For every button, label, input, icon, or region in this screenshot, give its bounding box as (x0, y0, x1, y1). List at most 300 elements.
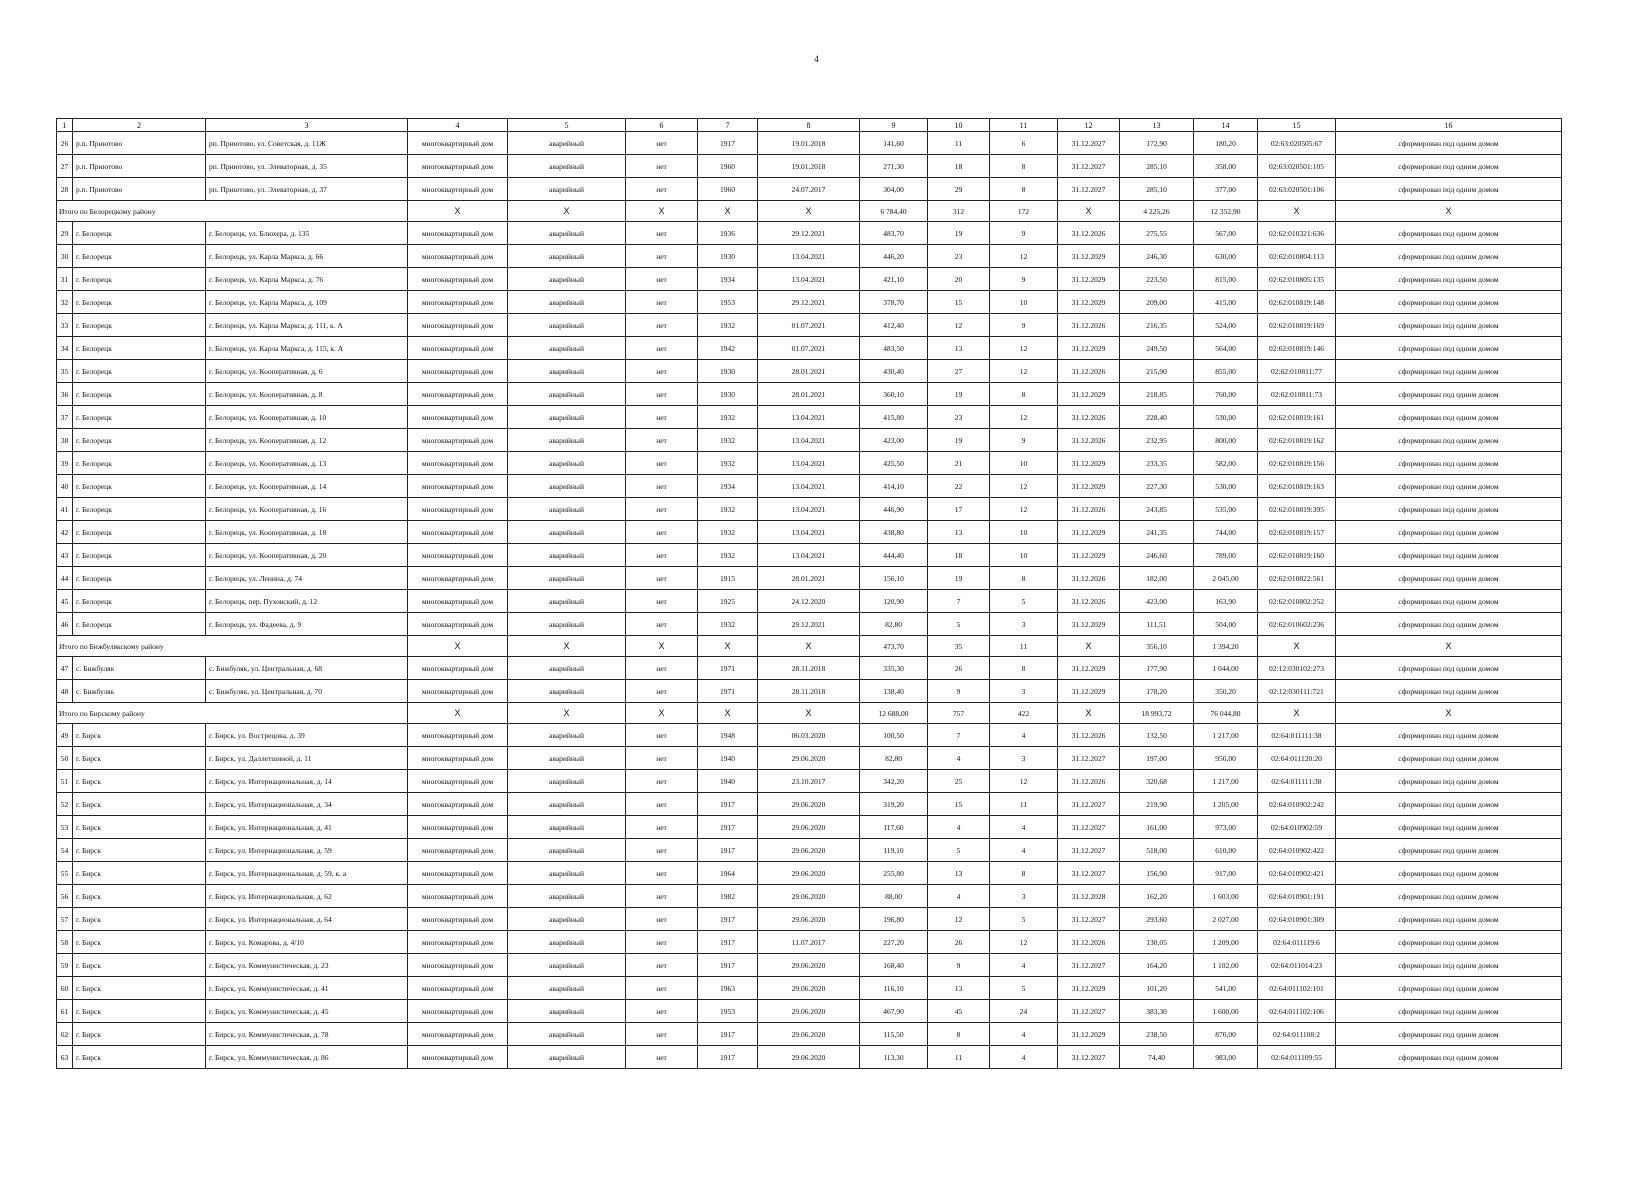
reconstruction-cell: нет (626, 245, 698, 268)
units-cell: 12 (990, 498, 1058, 521)
settlement-cell: р.п. Приютово (73, 155, 206, 178)
column-number: 13 (1120, 119, 1194, 132)
subtotal-cell: 757 (928, 703, 990, 724)
residents-cell: 9 (928, 954, 990, 977)
year-built-cell: 1930 (698, 245, 758, 268)
address-cell: г. Белорецк, ул. Блюхера, д. 135 (206, 222, 408, 245)
year-built-cell: 1917 (698, 954, 758, 977)
condition-cell: аварийный (508, 747, 626, 770)
reconstruction-cell: нет (626, 222, 698, 245)
cadastral-number-cell: 02:62:010802:252 (1258, 590, 1336, 613)
year-built-cell: 1917 (698, 1023, 758, 1046)
settlement-cell: г. Белорецк (73, 360, 206, 383)
recognition-date-cell: 29.12.2021 (758, 613, 860, 636)
table-row (57, 613, 1562, 636)
residents-cell: 26 (928, 657, 990, 680)
reconstruction-cell: нет (626, 178, 698, 201)
reconstruction-cell: нет (626, 429, 698, 452)
area-cell: 88,00 (860, 885, 928, 908)
cadastral-number-cell: 02:62:010819:157 (1258, 521, 1336, 544)
house-type-cell: многоквартирный дом (408, 1046, 508, 1069)
area-cell: 100,50 (860, 724, 928, 747)
value-b-cell: 524,00 (1194, 314, 1258, 337)
row-number-cell: 52 (57, 793, 73, 816)
house-type-cell: многоквартирный дом (408, 291, 508, 314)
condition-cell: аварийный (508, 793, 626, 816)
subtotal-cell: X (408, 636, 508, 657)
subtotal-cell: X (1258, 201, 1336, 222)
row-number-cell: 32 (57, 291, 73, 314)
residents-cell: 29 (928, 178, 990, 201)
land-plot-status-cell: сформирован под одним домом (1336, 931, 1562, 954)
address-cell: г. Белорецк, ул. Карла Маркса, д. 109 (206, 291, 408, 314)
cadastral-number-cell: 02:62:010819:148 (1258, 291, 1336, 314)
settlement-cell: г. Белорецк (73, 429, 206, 452)
recognition-date-cell: 29.06.2020 (758, 977, 860, 1000)
address-cell: г. Бирск, ул. Интернациональная, д. 41 (206, 816, 408, 839)
reconstruction-cell: нет (626, 724, 698, 747)
value-a-cell: 232,95 (1120, 429, 1194, 452)
residents-cell: 5 (928, 839, 990, 862)
value-b-cell: 504,00 (1194, 613, 1258, 636)
column-number: 3 (206, 119, 408, 132)
table-row (57, 406, 1562, 429)
cadastral-number-cell: 02:64:011108:2 (1258, 1023, 1336, 1046)
subtotal-cell: X (698, 703, 758, 724)
value-b-cell: 2 045,00 (1194, 567, 1258, 590)
settlement-cell: г. Белорецк (73, 498, 206, 521)
address-cell: г. Белорецк, ул. Кооперативная, д. 16 (206, 498, 408, 521)
land-plot-status-cell: сформирован под одним домом (1336, 816, 1562, 839)
reconstruction-cell: нет (626, 475, 698, 498)
house-type-cell: многоквартирный дом (408, 977, 508, 1000)
house-type-cell: многоквартирный дом (408, 954, 508, 977)
table-row (57, 360, 1562, 383)
value-b-cell: 1 044,00 (1194, 657, 1258, 680)
year-built-cell: 1932 (698, 314, 758, 337)
condition-cell: аварийный (508, 155, 626, 178)
address-cell: г. Бирск, ул. Коммунистическая, д. 41 (206, 977, 408, 1000)
cadastral-number-cell: 02:64:011014:23 (1258, 954, 1336, 977)
value-b-cell: 855,00 (1194, 360, 1258, 383)
address-cell: г. Бирск, ул. Интернациональная, д. 64 (206, 908, 408, 931)
house-type-cell: многоквартирный дом (408, 498, 508, 521)
resettlement-deadline-cell: 31.12.2029 (1058, 291, 1120, 314)
settlement-cell: с. Бижбуляк (73, 657, 206, 680)
area-cell: 335,30 (860, 657, 928, 680)
value-a-cell: 156,90 (1120, 862, 1194, 885)
condition-cell: аварийный (508, 268, 626, 291)
house-type-cell: многоквартирный дом (408, 383, 508, 406)
address-cell: г. Белорецк, ул. Фадеева, д. 9 (206, 613, 408, 636)
column-number: 10 (928, 119, 990, 132)
resettlement-deadline-cell: 31.12.2026 (1058, 770, 1120, 793)
cadastral-number-cell: 02:64:010902:242 (1258, 793, 1336, 816)
reconstruction-cell: нет (626, 977, 698, 1000)
house-type-cell: многоквартирный дом (408, 521, 508, 544)
units-cell: 10 (990, 452, 1058, 475)
value-a-cell: 215,90 (1120, 360, 1194, 383)
subtotal-cell: X (1258, 636, 1336, 657)
address-cell: г. Бирск, ул. Комарова, д. 4/10 (206, 931, 408, 954)
value-a-cell: 246,60 (1120, 544, 1194, 567)
recognition-date-cell: 29.06.2020 (758, 908, 860, 931)
cadastral-number-cell: 02:64:011119:6 (1258, 931, 1336, 954)
subtotal-cell: 18 993,72 (1120, 703, 1194, 724)
cadastral-number-cell: 02:62:010804:113 (1258, 245, 1336, 268)
house-type-cell: многоквартирный дом (408, 613, 508, 636)
row-number-cell: 38 (57, 429, 73, 452)
settlement-cell: г. Белорецк (73, 291, 206, 314)
column-number: 4 (408, 119, 508, 132)
address-cell: г. Белорецк, ул. Карла Маркса, д. 115, к. А (206, 337, 408, 360)
address-cell: г. Бирск, ул. Коммунистическая, д. 45 (206, 1000, 408, 1023)
cadastral-number-cell: 02:62:010805:135 (1258, 268, 1336, 291)
year-built-cell: 1948 (698, 724, 758, 747)
row-number-cell: 40 (57, 475, 73, 498)
land-plot-status-cell: сформирован под одним домом (1336, 383, 1562, 406)
units-cell: 4 (990, 724, 1058, 747)
settlement-cell: г. Бирск (73, 954, 206, 977)
condition-cell: аварийный (508, 314, 626, 337)
resettlement-deadline-cell: 31.12.2029 (1058, 680, 1120, 703)
year-built-cell: 1917 (698, 132, 758, 155)
value-b-cell: 377,00 (1194, 178, 1258, 201)
row-number-cell: 39 (57, 452, 73, 475)
condition-cell: аварийный (508, 657, 626, 680)
house-type-cell: многоквартирный дом (408, 314, 508, 337)
year-built-cell: 1982 (698, 885, 758, 908)
value-b-cell: 358,00 (1194, 155, 1258, 178)
column-number: 1 (57, 119, 73, 132)
recognition-date-cell: 13.04.2021 (758, 475, 860, 498)
row-number-cell: 26 (57, 132, 73, 155)
address-cell: г. Белорецк, ул. Кооперативная, д. 12 (206, 429, 408, 452)
condition-cell: аварийный (508, 931, 626, 954)
reconstruction-cell: нет (626, 1023, 698, 1046)
year-built-cell: 1942 (698, 337, 758, 360)
settlement-cell: г. Бирск (73, 931, 206, 954)
house-type-cell: многоквартирный дом (408, 337, 508, 360)
row-number-cell: 35 (57, 360, 73, 383)
resettlement-deadline-cell: 31.12.2027 (1058, 1000, 1120, 1023)
row-number-cell: 54 (57, 839, 73, 862)
subtotal-cell: X (508, 703, 626, 724)
land-plot-status-cell: сформирован под одним домом (1336, 1023, 1562, 1046)
recognition-date-cell: 13.04.2021 (758, 452, 860, 475)
reconstruction-cell: нет (626, 680, 698, 703)
house-type-cell: многоквартирный дом (408, 793, 508, 816)
row-number-cell: 48 (57, 680, 73, 703)
resettlement-deadline-cell: 31.12.2029 (1058, 613, 1120, 636)
settlement-cell: г. Бирск (73, 793, 206, 816)
table-row (57, 747, 1562, 770)
resettlement-deadline-cell: 31.12.2029 (1058, 337, 1120, 360)
row-number-cell: 46 (57, 613, 73, 636)
resettlement-deadline-cell: 31.12.2027 (1058, 178, 1120, 201)
settlement-cell: г. Бирск (73, 724, 206, 747)
recognition-date-cell: 28.11.2018 (758, 657, 860, 680)
residents-cell: 15 (928, 793, 990, 816)
area-cell: 141,60 (860, 132, 928, 155)
column-number: 12 (1058, 119, 1120, 132)
value-b-cell: 535,00 (1194, 498, 1258, 521)
subtotal-cell: X (1336, 636, 1562, 657)
resettlement-deadline-cell: 31.12.2029 (1058, 245, 1120, 268)
units-cell: 9 (990, 268, 1058, 291)
row-number-cell: 56 (57, 885, 73, 908)
reconstruction-cell: нет (626, 1046, 698, 1069)
address-cell: г. Белорецк, ул. Кооперативная, д. 20 (206, 544, 408, 567)
residents-cell: 9 (928, 680, 990, 703)
value-b-cell: 917,00 (1194, 862, 1258, 885)
address-cell: г. Бирск, ул. Интернациональная, д. 34 (206, 793, 408, 816)
cadastral-number-cell: 02:62:010819:162 (1258, 429, 1336, 452)
subtotal-cell: 12 352,90 (1194, 201, 1258, 222)
table-row (57, 544, 1562, 567)
subtotal-cell: X (1336, 201, 1562, 222)
land-plot-status-cell: сформирован под одним домом (1336, 724, 1562, 747)
resettlement-deadline-cell: 31.12.2027 (1058, 793, 1120, 816)
land-plot-status-cell: сформирован под одним домом (1336, 314, 1562, 337)
condition-cell: аварийный (508, 816, 626, 839)
table-row (57, 931, 1562, 954)
value-a-cell: 285,10 (1120, 178, 1194, 201)
residents-cell: 4 (928, 816, 990, 839)
residents-cell: 15 (928, 291, 990, 314)
recognition-date-cell: 01.07.2021 (758, 337, 860, 360)
area-cell: 156,10 (860, 567, 928, 590)
subtotal-cell: X (698, 636, 758, 657)
residents-cell: 22 (928, 475, 990, 498)
house-type-cell: многоквартирный дом (408, 406, 508, 429)
area-cell: 415,80 (860, 406, 928, 429)
value-a-cell: 228,40 (1120, 406, 1194, 429)
value-a-cell: 246,30 (1120, 245, 1194, 268)
subtotal-cell: 4 225,26 (1120, 201, 1194, 222)
area-cell: 446,20 (860, 245, 928, 268)
units-cell: 8 (990, 383, 1058, 406)
recognition-date-cell: 13.04.2021 (758, 498, 860, 521)
value-b-cell: 973,00 (1194, 816, 1258, 839)
condition-cell: аварийный (508, 954, 626, 977)
land-plot-status-cell: сформирован под одним домом (1336, 178, 1562, 201)
units-cell: 5 (990, 590, 1058, 613)
year-built-cell: 1971 (698, 680, 758, 703)
area-cell: 168,40 (860, 954, 928, 977)
table-row (57, 475, 1562, 498)
condition-cell: аварийный (508, 337, 626, 360)
settlement-cell: г. Белорецк (73, 314, 206, 337)
table-row (57, 132, 1562, 155)
year-built-cell: 1915 (698, 567, 758, 590)
settlement-cell: г. Белорецк (73, 475, 206, 498)
cadastral-number-cell: 02:63:020501:105 (1258, 155, 1336, 178)
units-cell: 6 (990, 132, 1058, 155)
reconstruction-cell: нет (626, 155, 698, 178)
units-cell: 12 (990, 245, 1058, 268)
table-row (57, 567, 1562, 590)
row-number-cell: 43 (57, 544, 73, 567)
units-cell: 3 (990, 613, 1058, 636)
cadastral-number-cell: 02:62:010819:161 (1258, 406, 1336, 429)
resettlement-deadline-cell: 31.12.2026 (1058, 360, 1120, 383)
settlement-cell: г. Белорецк (73, 268, 206, 291)
area-cell: 467,90 (860, 1000, 928, 1023)
units-cell: 12 (990, 475, 1058, 498)
value-a-cell: 238,50 (1120, 1023, 1194, 1046)
settlement-cell: р.п. Приютово (73, 132, 206, 155)
area-cell: 483,70 (860, 222, 928, 245)
row-number-cell: 30 (57, 245, 73, 268)
year-built-cell: 1917 (698, 793, 758, 816)
area-cell: 82,80 (860, 613, 928, 636)
column-number: 6 (626, 119, 698, 132)
reconstruction-cell: нет (626, 954, 698, 977)
year-built-cell: 1932 (698, 544, 758, 567)
land-plot-status-cell: сформирован под одним домом (1336, 521, 1562, 544)
subtotal-cell: 6 784,40 (860, 201, 928, 222)
row-number-cell: 58 (57, 931, 73, 954)
year-built-cell: 1940 (698, 747, 758, 770)
subtotal-cell: 12 688,00 (860, 703, 928, 724)
cadastral-number-cell: 02:64:010902:422 (1258, 839, 1336, 862)
area-cell: 421,10 (860, 268, 928, 291)
house-type-cell: многоквартирный дом (408, 155, 508, 178)
reconstruction-cell: нет (626, 521, 698, 544)
cadastral-number-cell: 02:62:010811:77 (1258, 360, 1336, 383)
table-row (57, 521, 1562, 544)
cadastral-number-cell: 02:62:010602:236 (1258, 613, 1336, 636)
page-number: 4 (814, 54, 819, 64)
subtotal-cell: X (626, 703, 698, 724)
cadastral-number-cell: 02:62:010819:163 (1258, 475, 1336, 498)
cadastral-number-cell: 02:64:011111:38 (1258, 770, 1336, 793)
units-cell: 4 (990, 954, 1058, 977)
resettlement-deadline-cell: 31.12.2027 (1058, 155, 1120, 178)
residents-cell: 4 (928, 747, 990, 770)
column-number: 5 (508, 119, 626, 132)
land-plot-status-cell: сформирован под одним домом (1336, 222, 1562, 245)
value-a-cell: 177,90 (1120, 657, 1194, 680)
recognition-date-cell: 24.07.2017 (758, 178, 860, 201)
recognition-date-cell: 06.03.2020 (758, 724, 860, 747)
reconstruction-cell: нет (626, 383, 698, 406)
subtotal-cell: 422 (990, 703, 1058, 724)
table-row (57, 680, 1562, 703)
area-cell: 319,20 (860, 793, 928, 816)
residents-cell: 18 (928, 155, 990, 178)
settlement-cell: г. Белорецк (73, 590, 206, 613)
row-number-cell: 55 (57, 862, 73, 885)
recognition-date-cell: 13.04.2021 (758, 544, 860, 567)
residents-cell: 19 (928, 222, 990, 245)
column-number: 9 (860, 119, 928, 132)
value-a-cell: 518,00 (1120, 839, 1194, 862)
table-row (57, 337, 1562, 360)
recognition-date-cell: 29.06.2020 (758, 839, 860, 862)
subtotal-cell: 312 (928, 201, 990, 222)
resettlement-deadline-cell: 31.12.2027 (1058, 1046, 1120, 1069)
residents-cell: 21 (928, 452, 990, 475)
land-plot-status-cell: сформирован под одним домом (1336, 429, 1562, 452)
value-b-cell: 530,00 (1194, 475, 1258, 498)
table-row (57, 657, 1562, 680)
resettlement-deadline-cell: 31.12.2029 (1058, 1023, 1120, 1046)
units-cell: 8 (990, 862, 1058, 885)
value-b-cell: 567,00 (1194, 222, 1258, 245)
resettlement-deadline-cell: 31.12.2026 (1058, 724, 1120, 747)
reconstruction-cell: нет (626, 314, 698, 337)
recognition-date-cell: 13.04.2021 (758, 406, 860, 429)
column-number-row (57, 119, 1562, 132)
row-number-cell: 59 (57, 954, 73, 977)
year-built-cell: 1932 (698, 498, 758, 521)
table-row (57, 155, 1562, 178)
address-cell: г. Бирск, ул. Даллетшиной, д. 11 (206, 747, 408, 770)
value-b-cell: 1 217,00 (1194, 724, 1258, 747)
condition-cell: аварийный (508, 291, 626, 314)
address-cell: г. Белорецк, ул. Карла Маркса, д. 66 (206, 245, 408, 268)
reconstruction-cell: нет (626, 613, 698, 636)
recognition-date-cell: 28.01.2021 (758, 383, 860, 406)
row-number-cell: 37 (57, 406, 73, 429)
address-cell: рп. Приютово, ул. Советская, д. 11Ж (206, 132, 408, 155)
value-a-cell: 243,85 (1120, 498, 1194, 521)
condition-cell: аварийный (508, 1023, 626, 1046)
recognition-date-cell: 13.04.2021 (758, 429, 860, 452)
cadastral-number-cell: 02:64:011102:101 (1258, 977, 1336, 1000)
land-plot-status-cell: сформирован под одним домом (1336, 747, 1562, 770)
address-cell: рп. Приютово, ул. Элеваторная, д. 35 (206, 155, 408, 178)
condition-cell: аварийный (508, 613, 626, 636)
residents-cell: 7 (928, 724, 990, 747)
recognition-date-cell: 29.06.2020 (758, 1000, 860, 1023)
condition-cell: аварийный (508, 770, 626, 793)
cadastral-number-cell: 02:62:010321:636 (1258, 222, 1336, 245)
resettlement-deadline-cell: 31.12.2029 (1058, 521, 1120, 544)
row-number-cell: 44 (57, 567, 73, 590)
year-built-cell: 1964 (698, 862, 758, 885)
resettlement-deadline-cell: 31.12.2027 (1058, 839, 1120, 862)
condition-cell: аварийный (508, 1000, 626, 1023)
house-type-cell: многоквартирный дом (408, 770, 508, 793)
address-cell: г. Белорецк, ул. Кооперативная, д. 10 (206, 406, 408, 429)
residents-cell: 4 (928, 885, 990, 908)
value-a-cell: 293,60 (1120, 908, 1194, 931)
year-built-cell: 1930 (698, 383, 758, 406)
area-cell: 196,80 (860, 908, 928, 931)
condition-cell: аварийный (508, 178, 626, 201)
value-b-cell: 630,00 (1194, 245, 1258, 268)
table-row (57, 1046, 1562, 1069)
address-cell: г. Бирск, ул. Интернациональная, д. 14 (206, 770, 408, 793)
reconstruction-cell: нет (626, 567, 698, 590)
year-built-cell: 1917 (698, 908, 758, 931)
recognition-date-cell: 13.04.2021 (758, 245, 860, 268)
resettlement-deadline-cell: 31.12.2027 (1058, 816, 1120, 839)
land-plot-status-cell: сформирован под одним домом (1336, 839, 1562, 862)
value-b-cell: 1 205,00 (1194, 793, 1258, 816)
land-plot-status-cell: сформирован под одним домом (1336, 498, 1562, 521)
house-type-cell: многоквартирный дом (408, 222, 508, 245)
row-number-cell: 60 (57, 977, 73, 1000)
area-cell: 227,20 (860, 931, 928, 954)
resettlement-deadline-cell: 31.12.2029 (1058, 977, 1120, 1000)
value-b-cell: 2 027,00 (1194, 908, 1258, 931)
table-row (57, 178, 1562, 201)
table-row (57, 793, 1562, 816)
